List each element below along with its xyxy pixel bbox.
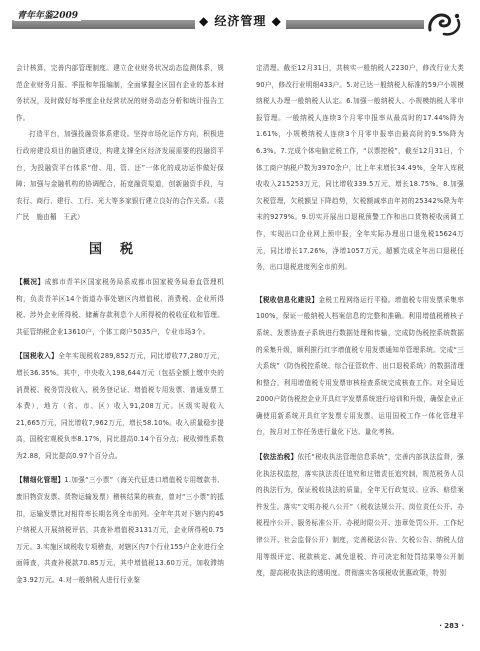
paragraph-text: 全年实现税收289,852万元，同比增收77,280万元，增长36.35%。其中，中央收入198,644万元（包括全额上缴中央的消费税、税务罚没收入、税务登记证、增值税专用发票、普通发票工本费），地方（省、市、区）收入91,208万元。区级实现收入21,665万元，同比增收7,962万元，增长58.10%。收入质量稳步提高，国税宏观税负率8.17%，同比提高0.14个百分点；税收弹性系数为2.88，同比提高0.97个百分点。 [16,352,225,460]
article-title: 国税 [88,241,151,257]
paragraph-tag: 【概况】 [16,277,45,286]
paragraph-tag: 【精细化管理】 [16,476,65,485]
paragraph [256,292,464,441]
paragraph [16,348,224,464]
right-column [256,60,464,582]
yearbook-logo-icon [424,8,464,38]
paragraph-text: 金税工程网络运行平稳。增值税专用发票采集率100%，保证一般纳税人档案信息的完整和准确。利用增值税稽核子系统、发票协查子系统进行数据处理和传输，完成防伪税控系统数据的采集升级，顺利推行红字增值税专用发票通知单管理系统。完成“三大系统”（防伪税控系统、综合征管软件、出口退税系统）的数据清理和整合，利用增值税专用发票审核检查系统完成核查工作。对全局近2000户防伪税控企业开具红字发票系统进行培训和升级，确保企业正确使用新系统开具红字发票专用发票。运用国税工作一体化管理平台，按月对工作任务进行量化下达、量化考核。 [256,295,464,437]
paragraph: 打造平台，加强投融资体系建设。坚持市场化运作方向，积极进行政府建设项目的融资建设，构建支撑全区经济发展需要的投融资平台，为投融资平台体系“借、用、管、还”一体化的成功运作做好保障；加强与金融机构的协调配合，拓宽融资渠道，创新融资手段，与农行、商行、建行、工行、光大等多家银行建立良好的合作关系。（裴广民 施由楣 王武） [16,130,224,222]
paragraph-tag: 【国税收入】 [16,352,59,361]
paragraph [16,274,224,340]
paragraph-text: 依托“税收执法管理信息系统”，完善内部执法监督，强化执法权监控，落实执法责任追究和过错责任追究制，规范税务人员的执法行为，保证税收执法的质量，全年无行政复议、应诉、赔偿案件发生。落实“文明办税八公开”（税收法规公开、岗位责任公开、办税程序公开、服务标准公开、办税时限公开、违章处罚公开、工作纪律公开、社会监督公开）制度，完善税法公告、欠税公告、纳税人信用等级评定、税款核定、减免退税、许可决定和处罚结果等公开制度，提高税收执法的透明度。贯彻落实各项税收优惠政策，特别 [256,453,464,578]
paragraph-text: 1.加强“三小票”（海关代征进口增值税专用缴款书、废旧物资发票、货物运输发票）稽核结果的核查，曾对“三小票”的抵扣，运输发票比对相符率长期名列全市前列。全年年共对下辖内的45户纳税人开展纳税评估，共查补增值税3131万元，企业所得税0.75万元。3.实施区域税收专项稽查，对辖区内7个行业155户企业进行全面筛查，共查补税款70.85万元，其中增值税13.60万元，加收滞纳金3.92万元。4.对一般纳税人进行行业鉴 [16,476,224,585]
page-header [0,0,480,44]
yearbook-title: 青年年鉴2009 [14,8,81,21]
paragraph-tag: 【税收信息化建设】 [256,295,319,304]
paragraph-text: 成都市青羊区国家税务局系成都市国家税务局垂直管理机构，负责青羊区14个街道办事处辖区内增值税、消费税、企业所得税、涉外企业所得税、储蓄存款利息个人所得税的税收征收和管理。共征管纳税企业13610户，个体工商户5035户，专业市场3个。 [16,277,224,336]
paragraph-tag: 【依法治税】 [256,453,298,462]
section-title: ◆ 经济管理 ◆ [195,12,286,29]
paragraph: 定清理。截至12月31日，共核实一般纳税人2230户，修改行业大类90户，修改行业明细433户。5.对已达一般纳税人标准的59户小规模纳税人办理一般纳税人认定。6.加强一般纳税人、小规模纳税人零申报管理。一般纳税人连续3个月零申报率从最高时的17.44%降为1.61%，小规模纳税人连续3个月零申报率由最高时的9.5%降为6.3%。7.完成个体电脑定税工作，“以票控税”，截至12月31日，个体工商户纳税户数为3970余户，比上年末增长34.49%，全年入库税收收入215253万元，同比增收339.5万元，增长18.75%。8.加强欠税管理，欠税额呈下降趋势，欠税额减率由年初的25342%降为年末的9279%。9.切实开展出口退税预警工作和出口货物税收函调工作，实现出口企业网上预申报，全年实际办理出口退免税15624万元，同比增长17.26%，净增1057万元，超额完成全年出口退税任务，出口退税进度列全市前列。 [256,64,464,272]
paragraph: 会计核算，完善内部管理制度。建立企业财务状况动态监测体系，规范企业财务月报、季报和年报编制，全面掌握全区国有企业的基本财务状况，及时做好每季度企业经营状况的财务动态分析和统计报告工作。 [16,64,224,122]
paragraph [256,449,464,582]
left-column [16,60,224,589]
page-number: · 283 · [439,622,464,630]
paragraph [16,472,224,588]
